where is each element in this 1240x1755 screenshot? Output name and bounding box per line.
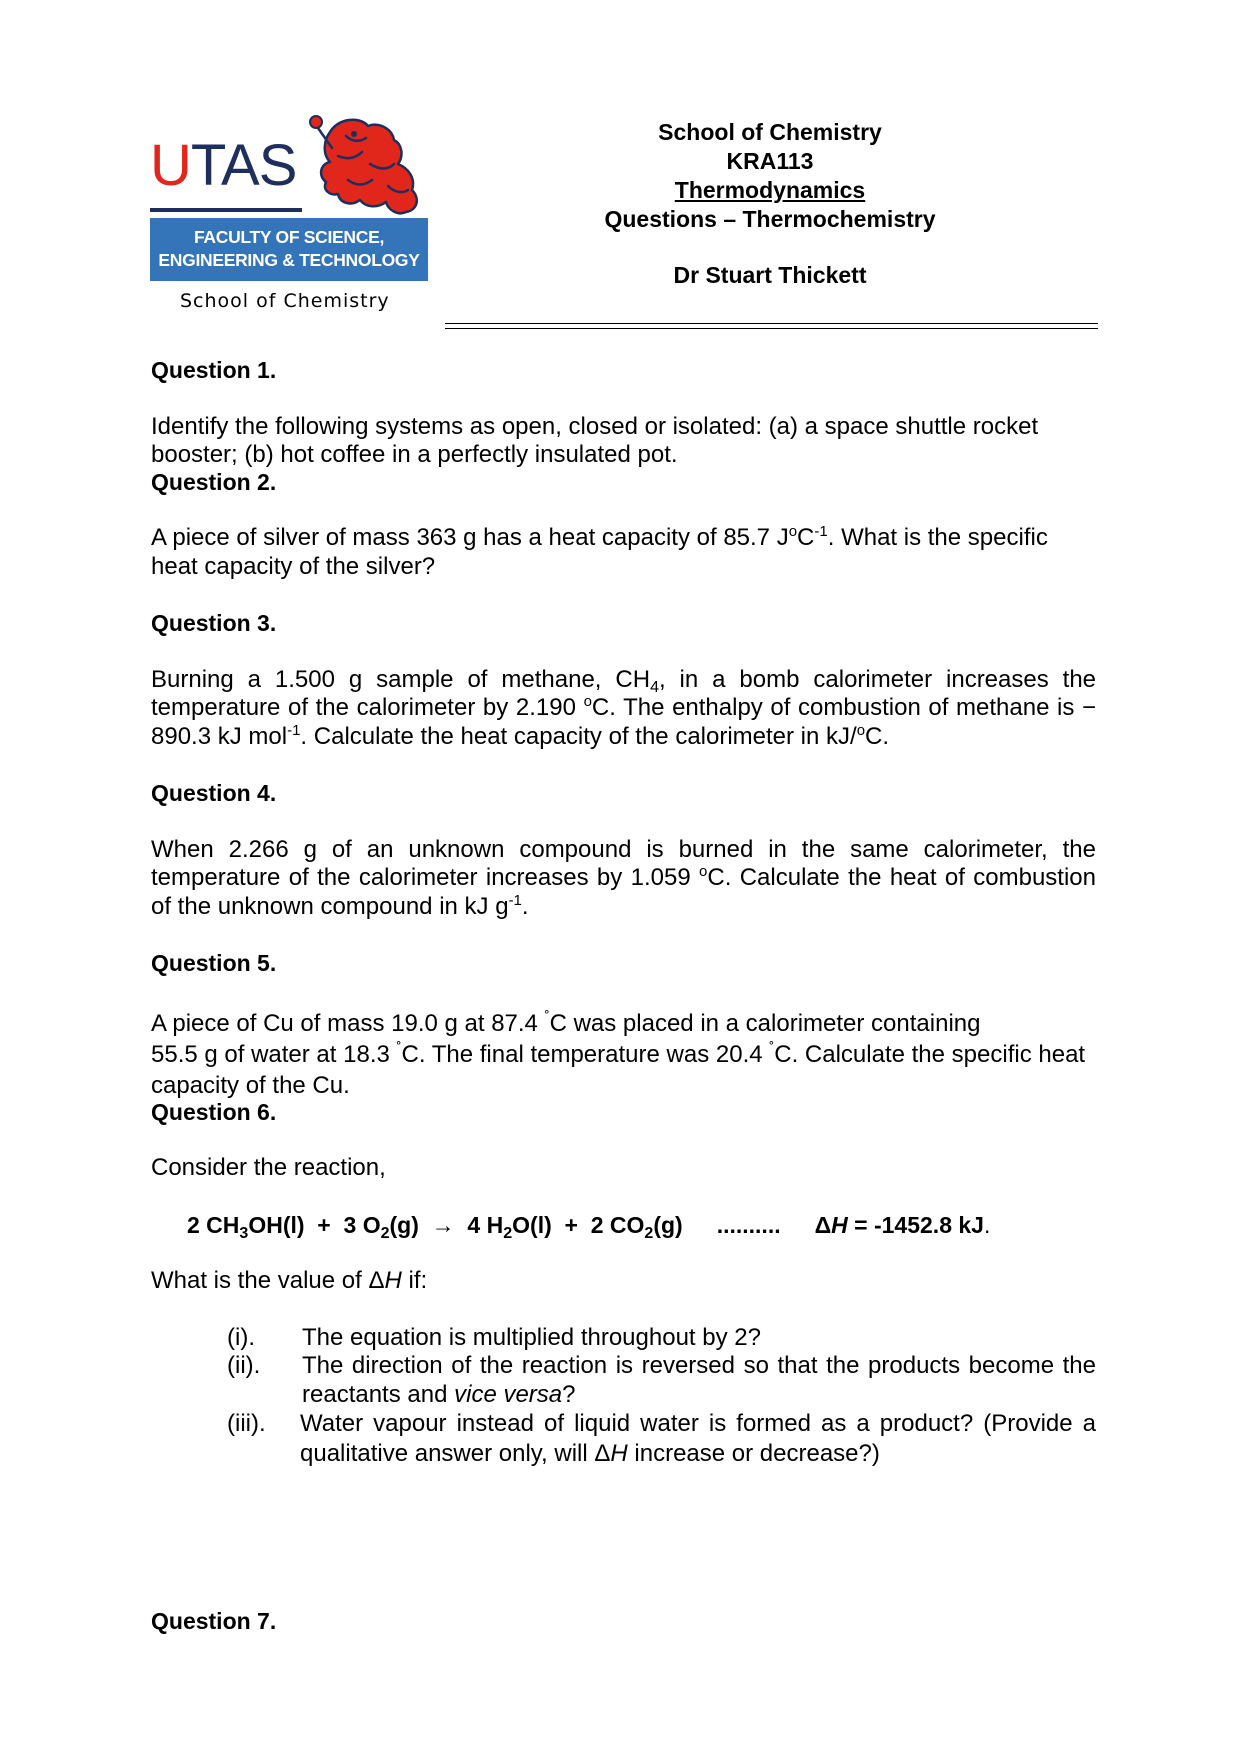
question-2-text: A piece of silver of mass 363 g has a heat capacity of 85.7 $J^oC^{-1}$. What is the specific heat capacity of the silver? xyxy=(151,523,1048,580)
question-4-title: Question 4. xyxy=(151,780,277,806)
question-4-text: When 2.266 g of an unknown compound is burned in the same calorimeter, the temperature of the calorimeter increases by 1.059 $^o$C. Calculate the heat of combustion of the unknown compound in kJ $g^{-1}$. xyxy=(151,835,1096,920)
lion-emblem-icon xyxy=(308,112,428,220)
document-header xyxy=(560,118,980,290)
list-item: (ii). The direction of the reaction is reversed so that the products become the reactants and vice versa? xyxy=(227,1352,1096,1408)
header-divider xyxy=(445,323,1098,329)
question-5-title: Question 5. xyxy=(151,950,277,976)
logo-rule xyxy=(150,208,302,212)
question-3-title: Question 3. xyxy=(151,610,277,636)
question-6-title: Question 6. xyxy=(151,1098,277,1125)
list-item: (i). The equation is multiplied throughout by 2? xyxy=(227,1323,761,1351)
questions-content xyxy=(151,356,1096,1636)
question-2-title: Question 2. xyxy=(151,468,277,495)
header-topic: Thermodynamics xyxy=(674,177,866,203)
logo-school-name: School of Chemistry xyxy=(180,290,390,312)
question-3-text: Burning a 1.500 g sample of methane, $CH_4$, in a bomb calorimeter increases the temperature of the calorimeter by 2.190 $^o$C. The enthalpy of combustion of methane is − 890.3 kJ mol$^{-1}$. Calculate the heat capacity of the calorimeter in kJ/$^o$C. xyxy=(151,665,1097,750)
utas-logo xyxy=(150,112,428,320)
question-5-text: A piece of Cu of mass 19.0 g at 87.4 ˚C was placed in a calorimeter containing 55.5 g of water at 18.3 ˚C. The final temperature was 20.4 ˚C. Calculate the specific heat capacity of the Cu. xyxy=(151,1008,1086,1099)
utas-wordmark: UTAS xyxy=(150,133,297,198)
header-subtitle: Questions – Thermochemistry xyxy=(604,206,936,232)
question-1-text: Identify the following systems as open, closed or isolated: (a) a space shuttle rocket booster; (b) hot coffee in a perfectly insulated pot. xyxy=(151,412,1039,468)
header-unit-code: KRA113 xyxy=(726,148,814,174)
list-item: (iii). Water vapour instead of liquid water is formed as a product? (Provide a qualitative answer only, will ΔH increase or decrease?) xyxy=(227,1410,1096,1467)
header-school: School of Chemistry xyxy=(658,119,882,145)
header-author: Dr Stuart Thickett xyxy=(673,262,867,288)
reaction-equation: 2 $CH_3OH(l) + 3$ $O_2(g) \to 4$ $H_2O(l) + 2$ $CO_2(g)$ .......... ΔH = -1452.8 kJ. xyxy=(187,1211,991,1242)
question-6-ask: What is the value of ΔH if: xyxy=(151,1267,428,1294)
question-6-subparts xyxy=(227,1324,1096,1470)
question-1-title: Question 1. xyxy=(151,357,277,383)
question-7-title: Question 7. xyxy=(151,1608,277,1634)
faculty-banner: FACULTY OF SCIENCE, ENGINEERING & TECHNOLOGY xyxy=(150,218,428,281)
question-6-intro: Consider the reaction, xyxy=(151,1154,386,1181)
